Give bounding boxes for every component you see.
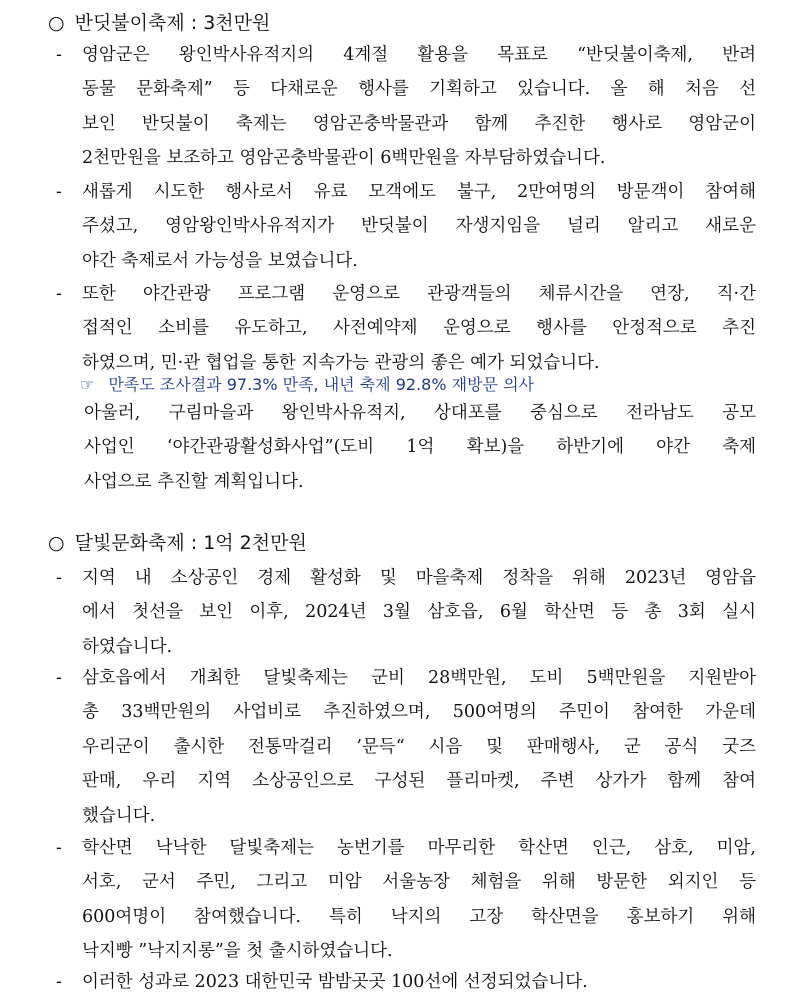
text-line: 보인 반딧불이 축제는 영암곤충박물관과 함께 추진한 행사로 영암군이: [82, 113, 756, 134]
text-line: 하였으며, 민·관 협업을 통한 지속가능 관광의 좋은 예가 되었습니다.: [82, 352, 600, 373]
satisfaction-note: [80, 372, 534, 395]
text-line: 사업인 ‘야간관광활성화사업”(도비 1억 확보)을 하반기에 야간 축제: [84, 437, 756, 458]
circle-marker-icon: ○: [48, 12, 65, 34]
bullet-dash: -: [56, 284, 62, 304]
paragraph-2: [56, 175, 756, 278]
pointing-hand-icon: ☞: [80, 375, 95, 394]
sub-paragraph: [84, 396, 756, 499]
text-line: 이러한 성과로 2023 대한민국 밤밤곳곳 100선에 선정되었습니다.: [82, 972, 588, 992]
text-line: 학산면 낙낙한 달빛축제는 농번기를 마무리한 학산면 인근, 삼호, 미암,: [82, 838, 756, 858]
text-line: 영암군은 왕인박사유적지의 4계절 활용을 목표로 “반딧불이축제, 반려: [82, 45, 756, 65]
text-line: 새롭게 시도한 행사로서 유료 모객에도 불구, 2만여명의 방문객이 참여해: [82, 182, 756, 202]
section-title-text: 달빛문화축제 : 1억 2천만원: [74, 532, 307, 554]
text-line: 지역 내 소상공인 경제 활성화 및 마을축제 정착을 위해 2023년 영암읍: [82, 568, 756, 588]
text-line: 에서 첫선을 보인 이후, 2024년 3월 삼호읍, 6월 학산면 등 총 3회 실시: [82, 602, 756, 623]
text-line: 600여명이 참여했습니다. 특히 낙지의 고장 학산면을 홍보하기 위해: [82, 906, 756, 927]
bullet-dash: -: [56, 972, 62, 992]
text-line: 판매, 우리 지역 소상공인으로 구성된 플리마켓, 주변 상가가 함께 참여: [82, 771, 756, 792]
paragraph-5: [56, 661, 756, 833]
text-line: 서호, 군서 주민, 그리고 미암 서울농장 체험을 위해 방문한 외지인 등: [82, 872, 756, 893]
text-line: 2천만원을 보조하고 영암곤충박물관이 6백만원을 자부담하였습니다.: [82, 148, 606, 169]
bullet-dash: -: [56, 45, 62, 65]
text-line: 사업으로 추진할 계획입니다.: [84, 471, 304, 492]
paragraph-1: [56, 38, 756, 176]
text-line: 아울러, 구림마을과 왕인박사유적지, 상대포를 중심으로 전라남도 공모: [84, 403, 756, 423]
text-line: 낙지빵 ”낙지지롱”을 첫 출시하였습니다.: [82, 941, 393, 962]
text-line: 우리군이 출시한 전통막걸리 ’문득“ 시음 및 판매행사, 군 공식 굿즈: [82, 736, 756, 757]
paragraph-7: [56, 965, 756, 999]
bullet-dash: -: [56, 668, 62, 688]
paragraph-4: [56, 561, 756, 664]
text-line: 주셨고, 영암왕인박사유적지가 반딧불이 자생지임을 널리 알리고 새로운: [82, 216, 756, 237]
section-title-text: 반딧불이축제 : 3천만원: [74, 12, 271, 34]
circle-marker-icon: ○: [48, 532, 65, 554]
text-line: 접적인 소비를 유도하고, 사전예약제 운영으로 행사를 안정적으로 추진: [82, 318, 756, 339]
note-text: 만족도 조사결과 97.3% 만족, 내년 축제 92.8% 재방문 의사: [108, 375, 534, 394]
bullet-dash: -: [56, 182, 62, 202]
text-line: 총 33백만원의 사업비로 추진하였으며, 500여명의 주민이 참여한 가운데: [82, 702, 756, 723]
text-line: 했습니다.: [82, 805, 156, 826]
section-title-moonlight: [48, 528, 307, 555]
bullet-dash: -: [56, 838, 62, 858]
text-line: 삼호읍에서 개최한 달빛축제는 군비 28백만원, 도비 5백만원을 지원받아: [82, 668, 756, 688]
text-line: 하였습니다.: [82, 636, 173, 657]
section-title-firefly: [48, 8, 270, 35]
paragraph-3: [56, 277, 756, 380]
text-line: 또한 야간관광 프로그램 운영으로 관광객들의 체류시간을 연장, 직·간: [82, 284, 756, 304]
paragraph-6: [56, 831, 756, 969]
text-line: 야간 축제로서 가능성을 보였습니다.: [82, 250, 358, 271]
text-line: 동물 문화축제” 등 다채로운 행사를 기획하고 있습니다. 올 해 처음 선: [82, 79, 756, 100]
bullet-dash: -: [56, 568, 62, 588]
